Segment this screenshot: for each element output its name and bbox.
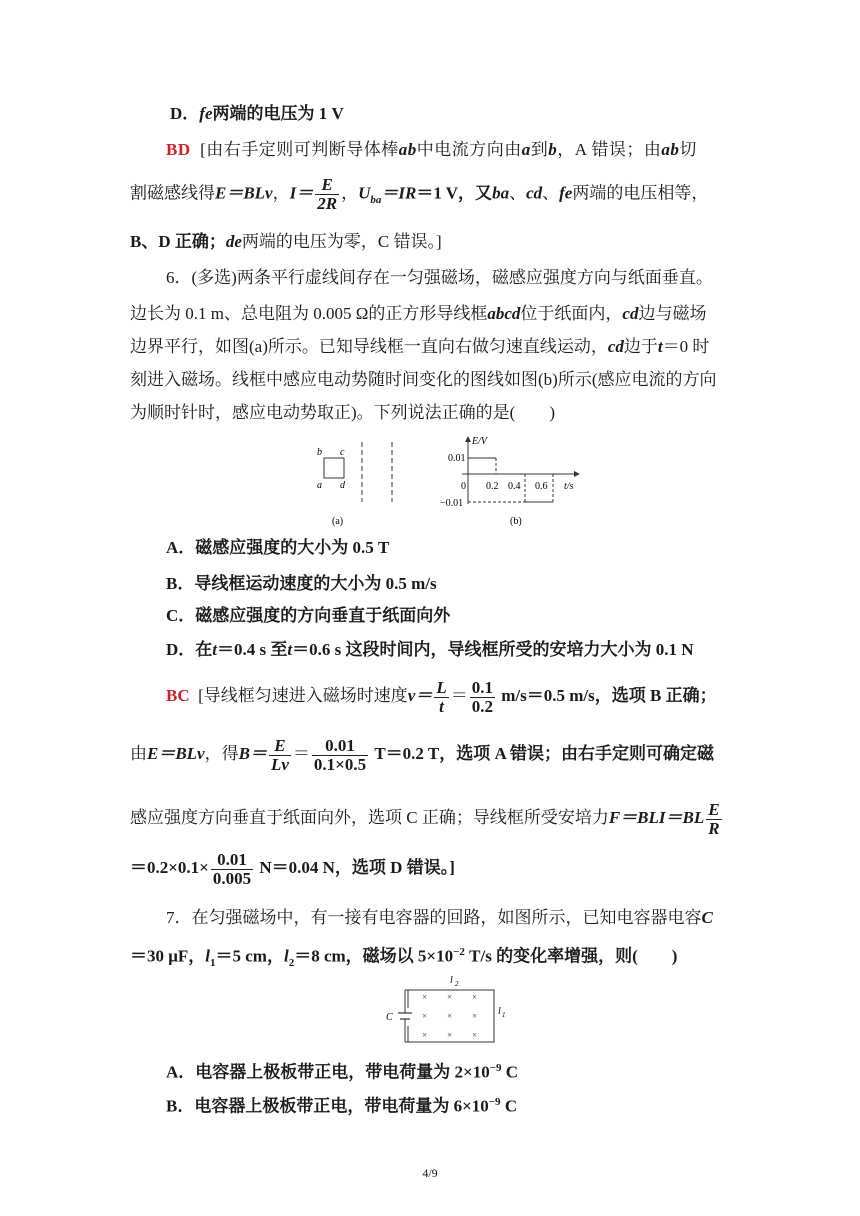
q6-answer-line1: BC [导线框匀速进入磁场时速度v＝ $\frac{L}{t}$ ＝ $\frac{0.1}{0.2}$ m/s＝0.5 m/s，选项 B 正确； [166,677,717,716]
svg-text:2: 2 [455,980,459,988]
page-number: 4/9 [422,1166,438,1180]
q6-stem-line1: 6．(多选)两条平行虚线间存在一匀强磁场，磁感应强度方向与纸面垂直。 [166,268,713,287]
figure-a-square-loop [310,438,410,530]
q6-answer-line3: 感应强度方向垂直于纸面向外，选项 C 正确；导线框所受安培力F＝BLI＝BL $\frac{E}{R}$ [130,799,720,838]
q5-option-d: D．fe两端的电压为 1 V [170,104,344,123]
svg-text:×: × [472,992,478,1002]
svg-text:×: × [447,1030,453,1040]
svg-text:×: × [447,992,453,1002]
label-l1: l [498,1006,501,1017]
fig-b-y-pos: 0.01 [448,453,466,464]
svg-text:×: × [472,1030,478,1040]
q6-option-b: B．导线框运动速度的大小为 0.5 m/s [166,574,437,593]
fig-b-xlabel: t/s [564,481,574,492]
fig-b-x1: 0.2 [486,481,499,492]
q6-stem-line2: 边长为 0.1 m、总电阻为 0.005 Ω的正方形导线框abcd位于纸面内，cd边与磁场 [130,304,707,323]
q5-answer-line2: 割磁感线得E＝BLv，I＝ $\frac{E}{2R}$ ，$U_{ba}=IR=1$ V，又ba、cd、fe两端的电压相等， [130,175,709,213]
fig-b-caption: (b) [510,516,522,527]
svg-text:1: 1 [502,1011,506,1019]
fig-b-zero: 0 [461,481,466,492]
q6-option-a: A．磁感应强度的大小为 0.5 T [166,538,390,557]
figure-capacitor-circuit [380,970,520,1046]
fig-b-ylabel: E/V [472,436,487,447]
fig-b-x3: 0.6 [535,481,548,492]
figure-b-emf-graph [432,434,592,530]
label-l2: l [450,975,453,986]
q7-stem-line2: ＝30 μF，$l_1=5$ cm，$l_2=8$ cm，磁场以 $5\times 10^{-2}$ T/s 的变化率增强，则( ) [130,946,678,970]
q6-stem-line5: 为顺时针时，感应电动势取正)。下列说法正确的是( ) [130,403,555,422]
fig-b-x2: 0.4 [508,481,521,492]
svg-text:×: × [447,1011,453,1021]
svg-text:×: × [422,1011,428,1021]
fig-b-y-neg: −0.01 [440,498,464,509]
svg-text:×: × [422,1030,428,1040]
q7-option-a: A．电容器上极板带正电，带电荷量为 $2\times 10^{-9}$ C [166,1062,519,1082]
q7-stem-line1: 7．在匀强磁场中，有一接有电容器的回路，如图所示，已知电容器电容C [166,908,713,927]
q6-option-d: D．在t＝0.4 s 至t＝0.6 s 这段时间内，导线框所受的安培力大小为 0.1 N [166,640,694,659]
q6-answer-line4: ＝0.2×0.1× $\frac{0.01}{0.005}$ N＝0.04 N，选项 D 错误。] [130,849,455,888]
q6-answer-line2: 由E＝BLv，得B＝ $\frac{E}{Lv}$ ＝ $\frac{0.01}{0.1\times 0.5}$ T＝0.2 T，选项 A 错误；由右手定则可确定磁 [130,735,715,774]
svg-text:×: × [472,1011,478,1021]
q5-answer-line3: B、D 正确；de两端的电压为零，C 错误。] [130,232,442,251]
q7-option-b: B．电容器上极板带正电，带电荷量为 $6\times 10^{-9}$ C [166,1096,518,1116]
magnetic-field-crosses [422,992,477,1040]
fraction-e-over-2r: $\frac{E}{2R}$ [317,175,338,213]
q6-stem-line4: 刻进入磁场。线框中感应电动势随时间变化的图线如图(b)所示(感应电流的方向 [130,370,717,389]
q6-answer: BC [166,686,190,705]
svg-text:×: × [422,992,428,1002]
q5-answer-line1: BD [由右手定则可判断导体棒ab中电流方向由a到b，A 错误；由ab切 [166,140,697,159]
fig-a-label-a: a [317,480,322,491]
q6-stem-line3: 边界平行，如图(a)所示。已知导线框一直向右做匀速直线运动，cd边于t＝0 时 [130,337,710,356]
fig-a-label-c: c [340,447,345,458]
q6-option-c: C．磁感应强度的方向垂直于纸面向外 [166,606,451,625]
q5-answer: BD [166,140,191,159]
fig-a-caption: (a) [332,516,344,527]
fig-a-label-d: d [340,480,345,491]
label-c: C [386,1012,393,1023]
fig-a-label-b: b [317,447,322,458]
